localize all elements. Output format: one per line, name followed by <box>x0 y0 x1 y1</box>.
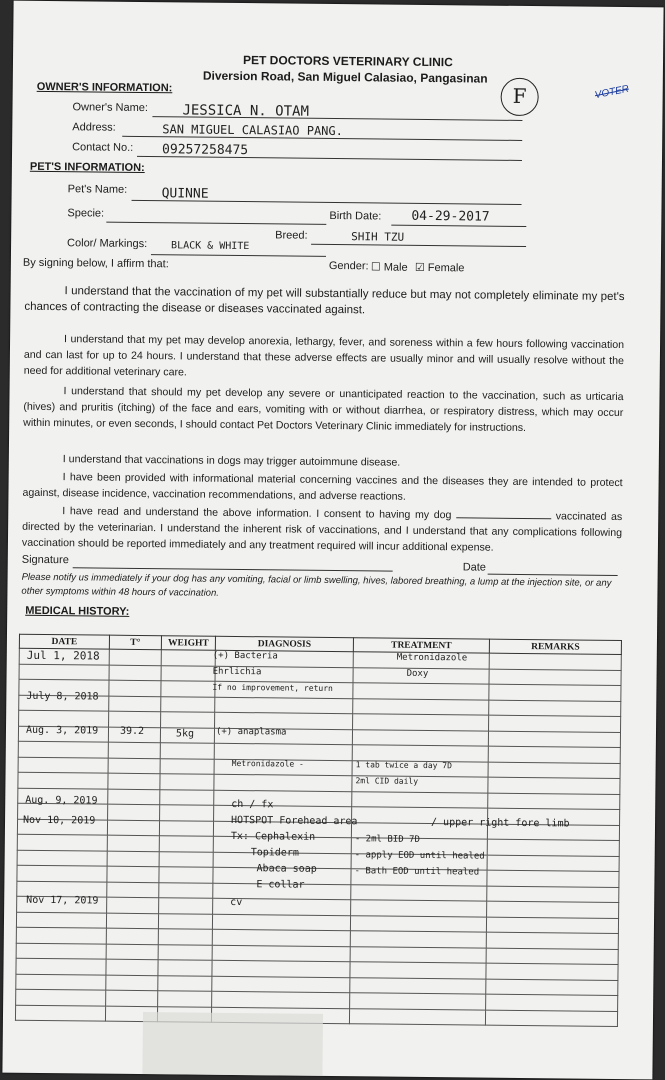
entry-treat-1a: Metronidazole <box>396 652 468 664</box>
owner-name-value: JESSICA N. OTAM <box>182 102 310 120</box>
pet-name-label: Pet's Name: <box>67 183 128 196</box>
breed-line <box>311 244 526 247</box>
consent-p3: I understand that should my pet develop any severe or unanticipated reaction to the vaccination, such as urticaria (hives) and pruritis (itching) of the face and ears, vomiting with or without diarrhea, or respiratory distress, which may occur within minutes, or even seconds, I should contact Pet Doctors Veterinary Clinic immediately for instructions. <box>23 385 624 435</box>
entry-diag-5c: Topiderm <box>250 847 299 859</box>
entry-date-3: Aug. 3, 2019 <box>25 724 99 737</box>
col-diagnosis: DIAGNOSIS <box>215 636 353 651</box>
entry-date-5: Nov 10, 2019 <box>22 814 96 827</box>
entry-diag-4: ch / fx <box>231 798 274 811</box>
affirm-intro: By signing below, I affirm that: <box>22 256 169 271</box>
birthdate-line <box>391 225 526 227</box>
entry-treat-3: 1 tab twice a day 7D <box>355 760 453 771</box>
gender-male-option[interactable]: ☐ Male <box>370 261 408 274</box>
consent-p1: I understand that the vaccination of my pet will substantially reduce but may not completely eliminate my pet's chances of contracting the disease or diseases vaccinated against. <box>24 285 625 317</box>
entry-diag-5b: Tx: Cephalexin <box>230 830 316 843</box>
breed-label: Breed: <box>275 229 308 242</box>
entry-temp-3: 39.2 <box>119 725 145 738</box>
gender-female-text: Female <box>427 261 465 275</box>
consent-p5: I have been provided with informational material concerning vaccines and the diseases they are intended to protect against, disease incidence, vaccination recommendations, and adverse reactions. <box>22 471 623 503</box>
entry-date-2: July 8, 2018 <box>26 690 99 703</box>
col-temp: T° <box>109 635 161 650</box>
notice-text: Please notify us immediately if your dog has any vomiting, facial or limb swelling, hives, labored breathing, a lump at the injection site, or any other symptoms within 48 hours of vaccination. <box>21 571 612 599</box>
entry-diag-6: cv <box>230 896 243 909</box>
consent-p4: I understand that vaccinations in dogs may trigger autoimmune disease. <box>62 453 401 469</box>
birthdate-value: 04-29-2017 <box>411 208 490 225</box>
entry-treat-1b: Doxy <box>406 668 429 680</box>
entry-diag-1c: If no improvement, return <box>212 682 333 694</box>
entry-date-1: Jul 1, 2018 <box>26 648 100 663</box>
consent-p6b: vaccinated as directed by the veterinarian. I understand the inherent risk of vaccinations, and I understand that any complications following vaccination should be reported immediately and any treatment required will incur additional expense. <box>21 510 623 554</box>
birthdate-label: Birth Date: <box>329 209 382 223</box>
medical-section-title: MEDICAL HISTORY: <box>25 604 130 618</box>
contact-value: 09257258475 <box>161 142 249 159</box>
clinic-name: PET DOCTORS VETERINARY CLINIC <box>242 53 453 70</box>
col-remarks: REMARKS <box>489 639 621 654</box>
gender-male-text: Male <box>383 261 408 274</box>
consent-p2: I understand that my pet may develop anorexia, lethargy, fever, and soreness within a few hours following vaccination and can last for up to 24 hours. I understand that these adverse effects are usually minor and will usually resolve without the need for additional veterinary care. <box>23 333 625 379</box>
breed-value: SHIH TZU <box>351 230 405 244</box>
contact-label: Contact No.: <box>72 141 134 154</box>
gender-female-option[interactable]: ☑ Female <box>414 261 465 275</box>
entry-diag-3b: Metronidazole - <box>231 758 304 769</box>
entry-treat-5a: / upper right fore limb <box>430 817 570 830</box>
entry-diag-5e: E collar <box>256 879 305 891</box>
col-weight: WEIGHT <box>161 636 215 651</box>
stamp-mark: VOTER <box>593 83 630 102</box>
pet-name-value: QUINNE <box>161 186 209 202</box>
color-value: BLACK & WHITE <box>171 240 250 253</box>
entry-weight-3: 5kg <box>175 728 195 740</box>
consent-p6a: I have read and understand the above information. I consent to having my dog <box>62 505 452 522</box>
owner-name-label: Owner's Name: <box>72 101 149 115</box>
address-label: Address: <box>72 121 116 134</box>
gender-label: Gender: <box>328 259 369 273</box>
owner-section-title: OWNER'S INFORMATION: <box>36 80 173 95</box>
circle-mark: F <box>500 78 538 116</box>
entry-date-6: Nov 17, 2019 <box>26 894 99 907</box>
color-line <box>151 254 326 257</box>
entry-diag-3: (+) anaplasma <box>215 726 287 738</box>
entry-diag-1a: (+) Bacteria <box>212 650 278 662</box>
color-label: Color/ Markings: <box>67 237 148 251</box>
entry-treat-3b: 2ml CID daily <box>355 776 419 786</box>
entry-treat-5b: - 2ml BID 7D <box>354 834 420 845</box>
pet-section-title: PET'S INFORMATION: <box>29 160 145 175</box>
consent-p6 <box>22 503 622 557</box>
col-date: DATE <box>19 634 109 649</box>
address-value: SAN MIGUEL CALASIAO PANG. <box>162 122 343 139</box>
signature-label: Signature <box>21 553 69 567</box>
entry-date-4: Aug. 9, 2019 <box>25 794 98 807</box>
entry-diag-5a: HOTSPOT Forehead area <box>231 814 358 828</box>
specie-label: Specie: <box>67 207 105 220</box>
entry-treat-5d: - Bath EOD until healed <box>354 866 480 878</box>
clinic-address: Diversion Road, San Miguel Calasiao, Pangasinan <box>202 68 488 86</box>
date-label: Date <box>462 561 487 574</box>
dog-name-blank[interactable] <box>456 517 551 519</box>
entry-diag-5d: Abaca soap <box>256 863 317 875</box>
entry-diag-1b: Ehrlichia <box>212 666 262 678</box>
col-treatment: TREATMENT <box>353 638 489 653</box>
specie-line <box>106 222 326 225</box>
entry-treat-5c: - apply EOD until healed <box>354 850 485 862</box>
consent-form-page <box>2 1 663 1080</box>
tape-patch <box>142 1012 323 1076</box>
